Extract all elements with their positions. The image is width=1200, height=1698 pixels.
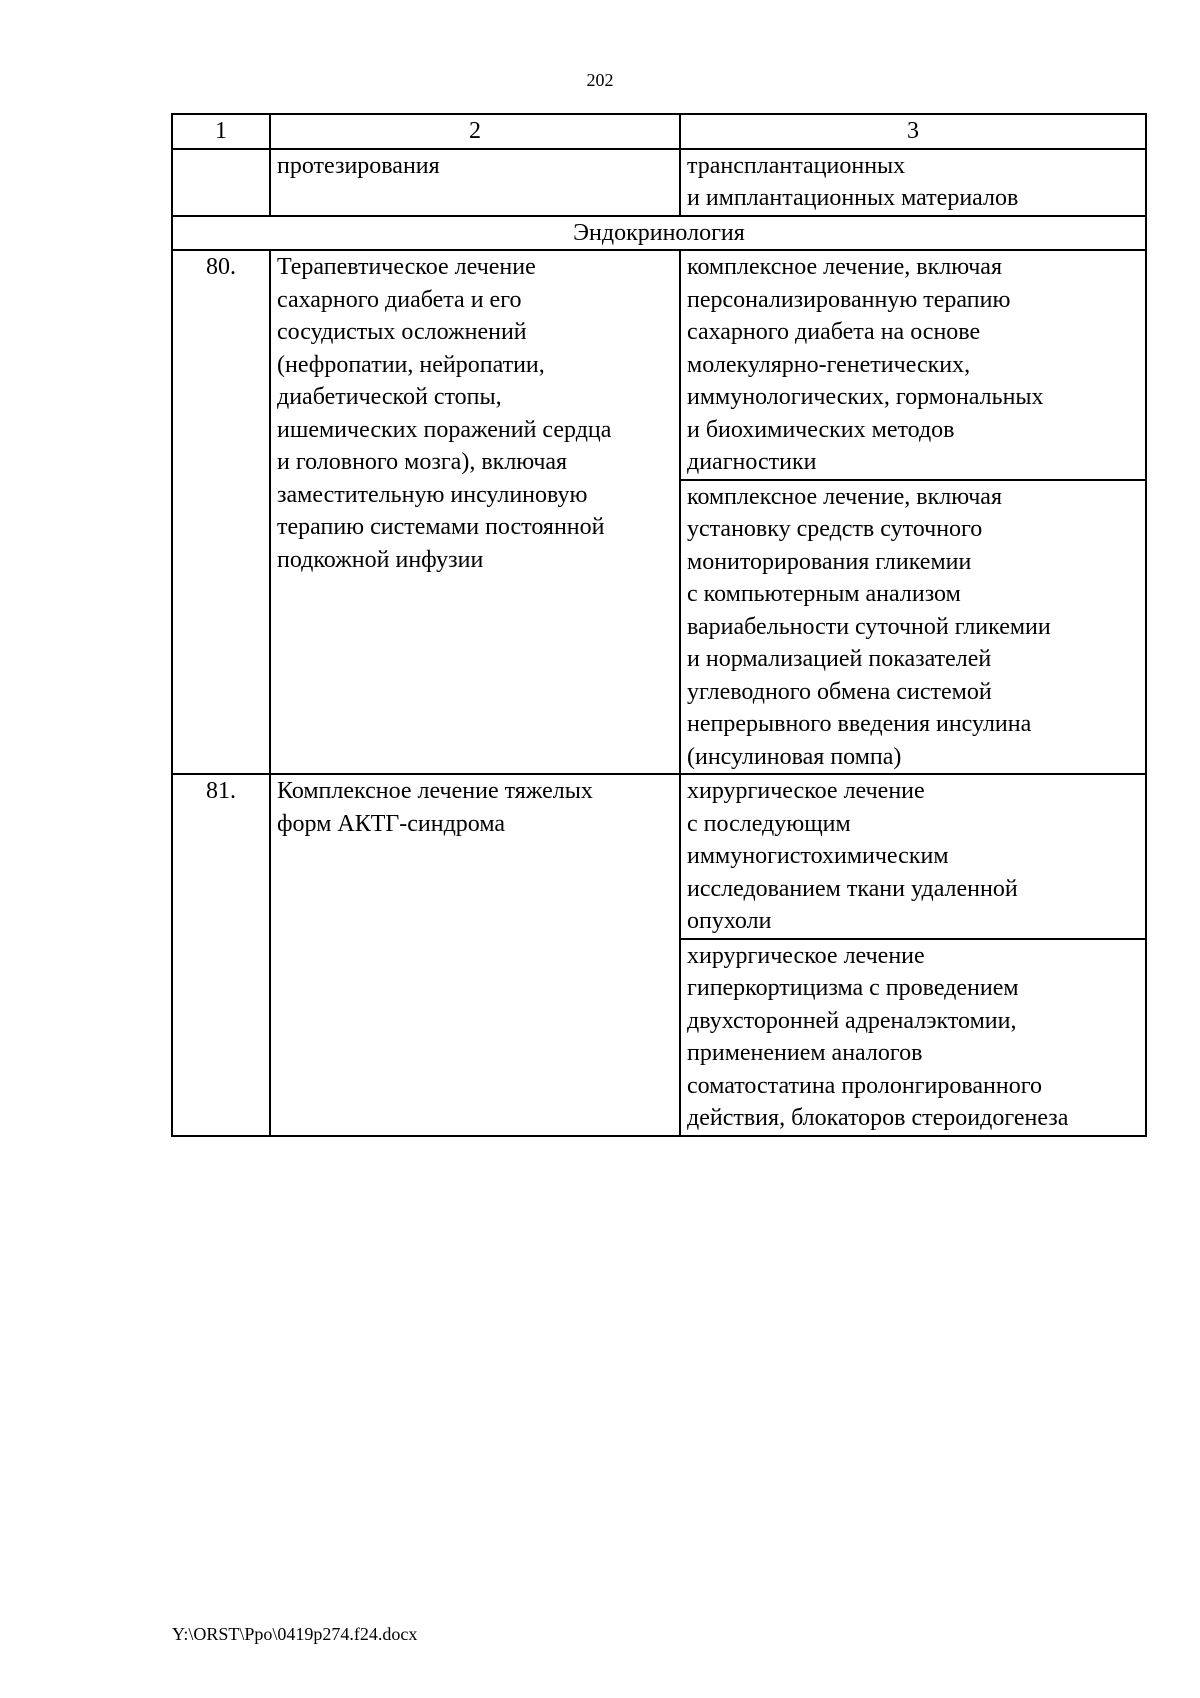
table-row-81-a [172, 774, 1146, 939]
entry-method: комплексное лечение, включая персонализированную терапию сахарного диабета на основе молекулярно-генетических, иммунологических, гормональных и биохимических методов диагностики [680, 250, 1146, 480]
procedures-table [171, 113, 1147, 1137]
header-cell-3: 3 [680, 114, 1146, 149]
table-row-80-a [172, 250, 1146, 480]
header-row [172, 114, 1146, 149]
header-cell-1: 1 [172, 114, 270, 149]
entry-description: Комплексное лечение тяжелых форм АКТГ-синдрома [270, 774, 680, 1136]
entry-number: 81. [172, 774, 270, 1136]
entry-method: комплексное лечение, включая установку средств суточного мониторирования гликемии с компьютерным анализом вариабельности суточной гликемии и нормализацией показателей углеводного обмена системой непрерывного введения инсулина (инсулиновая помпа) [680, 480, 1146, 775]
entry-method: хирургическое лечение гиперкортицизма с проведением двухсторонней адреналэктомии, применением аналогов соматостатина пролонгированного действия, блокаторов стероидогенеза [680, 939, 1146, 1136]
continuation-description-cell: протезирования [270, 149, 680, 216]
section-title: Эндокринология [172, 216, 1146, 251]
footer-file-path: Y:\ORST\Ppo\0419p274.f24.docx [172, 1624, 418, 1644]
entry-number: 80. [172, 250, 270, 774]
header-cell-2: 2 [270, 114, 680, 149]
continuation-row [172, 149, 1146, 216]
entry-method: хирургическое лечение с последующим иммуногистохимическим исследованием ткани удаленной опухоли [680, 774, 1146, 939]
continuation-num-cell [172, 149, 270, 216]
entry-description: Терапевтическое лечение сахарного диабета и его сосудистых осложнений (нефропатии, нейропатии, диабетической стопы, ишемических поражений сердца и головного мозга), включая заместительную инсулиновую терапию системами постоянной подкожной инфузии [270, 250, 680, 774]
continuation-method-cell: трансплантационных и имплантационных материалов [680, 149, 1146, 216]
section-row [172, 216, 1146, 251]
page-number: 202 [586, 70, 614, 90]
